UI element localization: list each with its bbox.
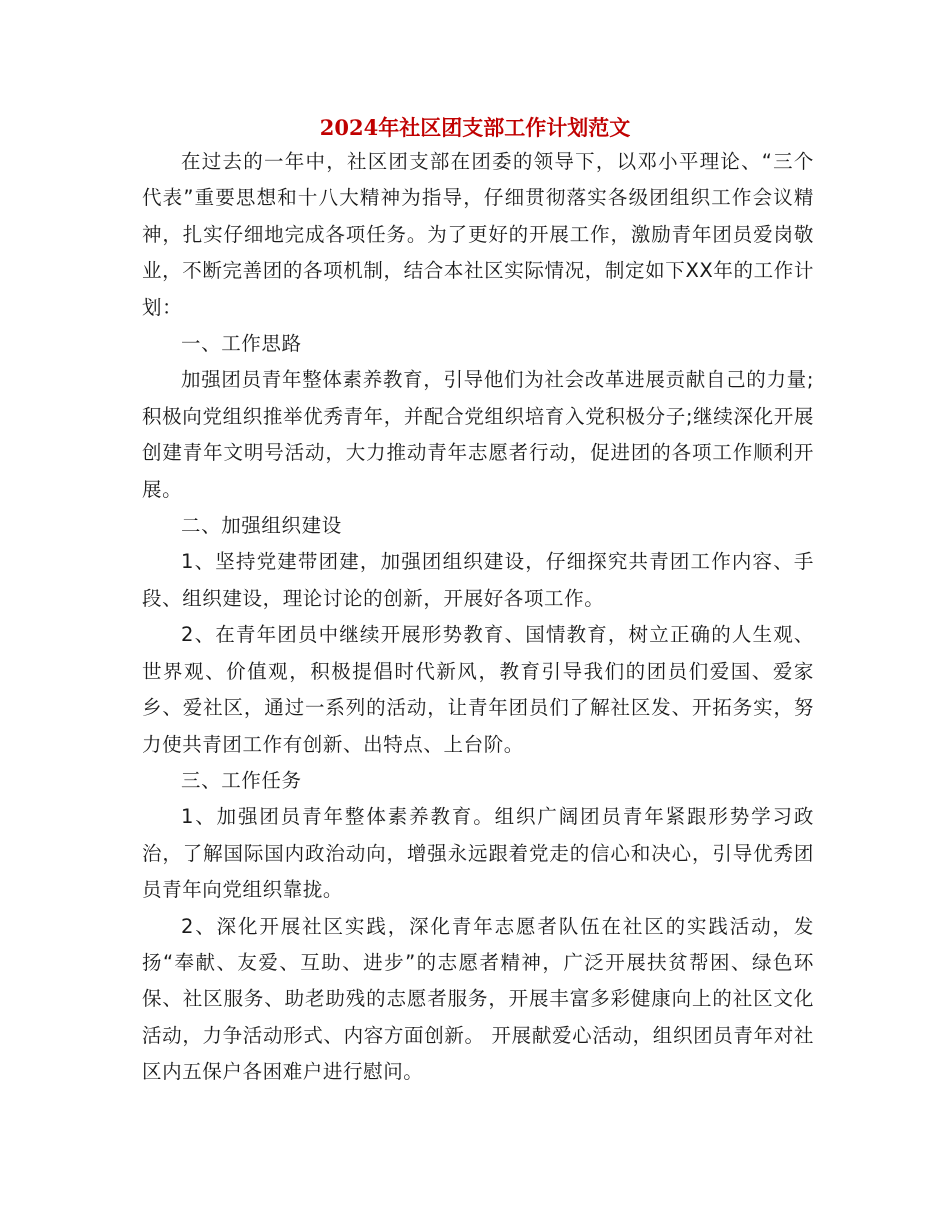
document-body [142, 144, 814, 1091]
paragraph-work-ideas: 加强团员青年整体素养教育，引导他们为社会改革进展贡献自己的力量;积极向党组织推举优秀青年，并配合党组织培育入党积极分子;继续深化开展创建青年文明号活动，大力推动青年志愿者行动，促进团的各项工作顺利开展。 [142, 368, 814, 501]
section-heading-organization: 二、加强组织建设 [181, 514, 342, 538]
section-heading-tasks: 三、工作任务 [181, 768, 302, 792]
paragraph-tasks-1: 1、加强团员青年整体素养教育。组织广阔团员青年紧跟形势学习政治，了解国际国内政治动向，增强永远跟着党走的信心和决心，引导优秀团员青年向党组织靠拢。 [142, 805, 814, 902]
paragraph-organization-1: 1、坚持党建带团建，加强团组织建设，仔细探究共青团工作内容、手段、组织建设，理论讨论的创新，开展好各项工作。 [142, 550, 814, 610]
section-heading-work-ideas: 一、工作思路 [181, 332, 302, 356]
document-title: 2024年社区团支部工作计划范文 [319, 115, 631, 140]
paragraph-intro: 在过去的一年中，社区团支部在团委的领导下，以邓小平理论、“三个代表”重要思想和十八大精神为指导，仔细贯彻落实各级团组织工作会议精神，扎实仔细地完成各项任务。为了更好的开展工作，激励青年团员爱岗敬业，不断完善团的各项机制，结合本社区实际情况，制定如下XX年的工作计划： [142, 150, 814, 319]
paragraph-organization-2: 2、在青年团员中继续开展形势教育、国情教育，树立正确的人生观、世界观、价值观，积极提倡时代新风，教育引导我们的团员们爱国、爱家乡、爱社区，通过一系列的活动，让青年团员们了解社区发、开拓务实，努力使共青团工作有创新、出特点、上台阶。 [142, 623, 814, 756]
paragraph-tasks-2: 2、深化开展社区实践，深化青年志愿者队伍在社区的实践活动，发扬“奉献、友爱、互助、进步”的志愿者精神，广泛开展扶贫帮困、绿色环保、社区服务、助老助残的志愿者服务，开展丰富多彩健康向上的社区文化活动，力争活动形式、内容方面创新。 开展献爱心活动，组织团员青年对社区内五保户各困难户进行慰问。 [142, 914, 814, 1084]
